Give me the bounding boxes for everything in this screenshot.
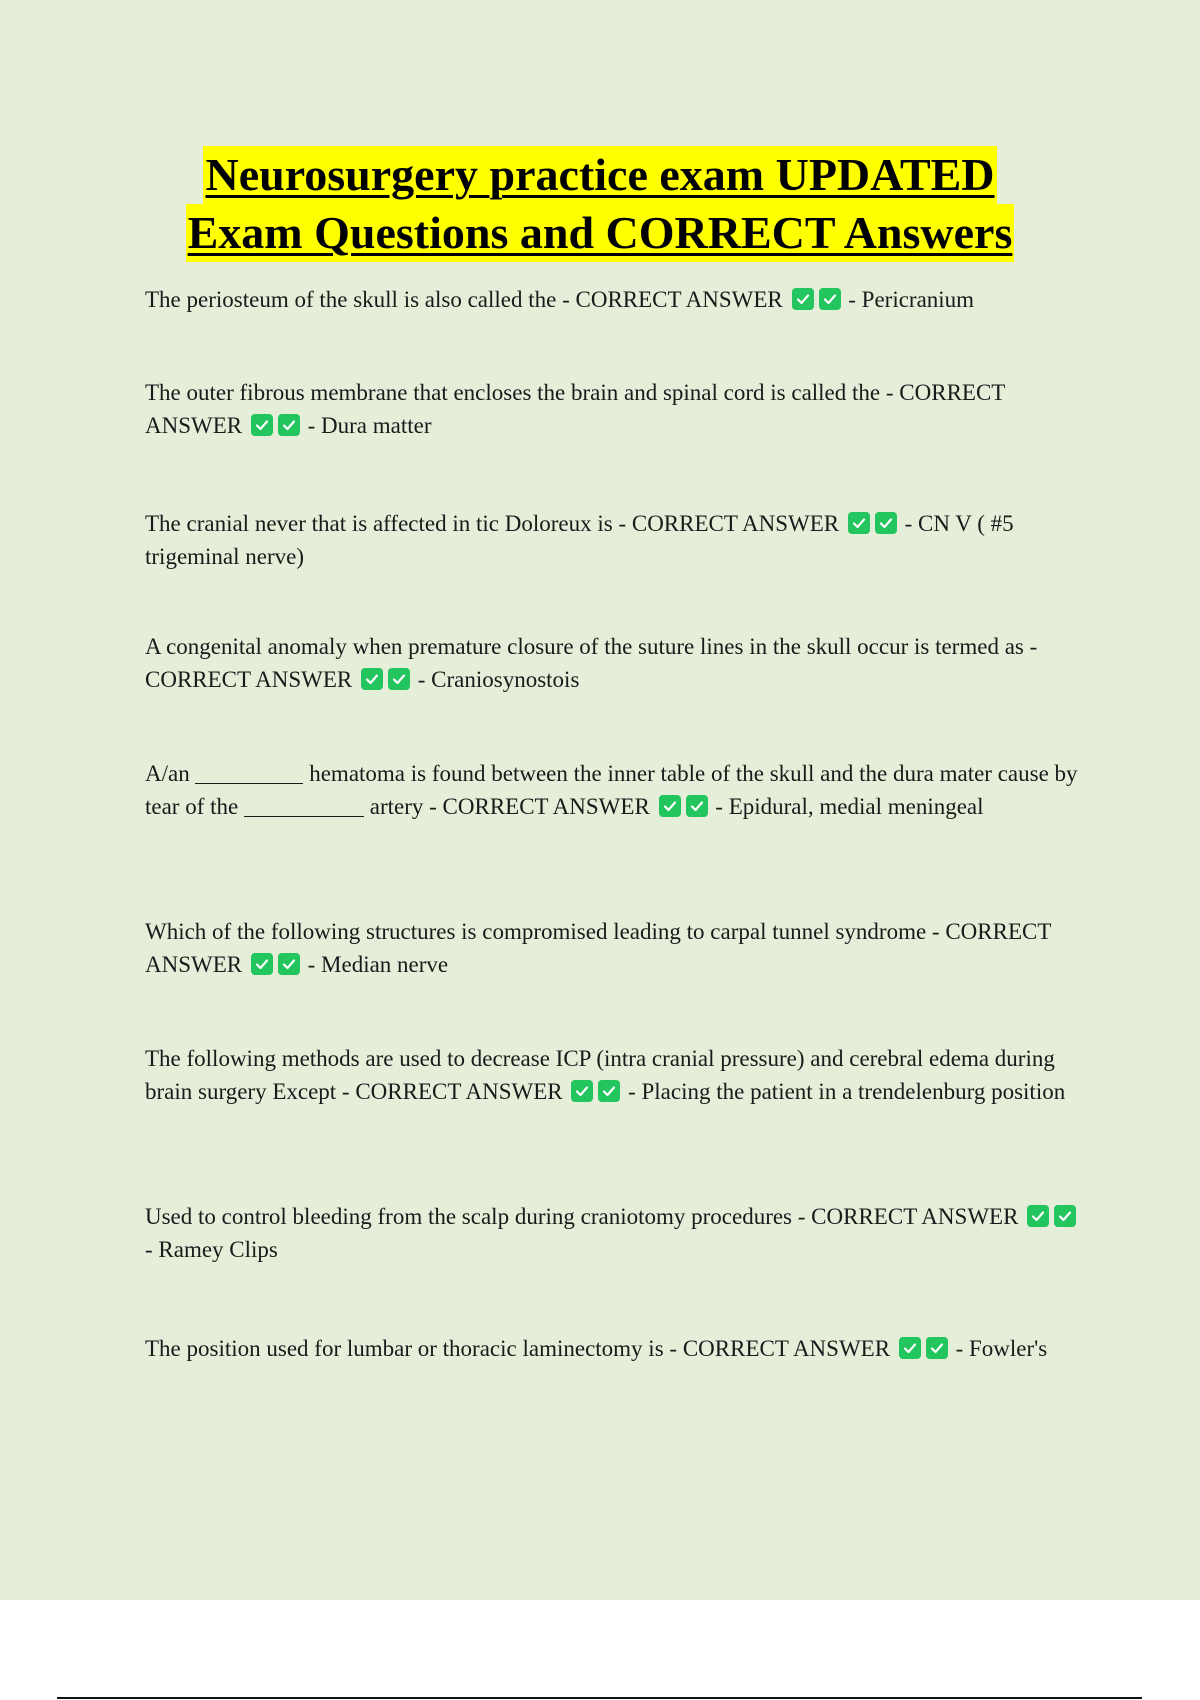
question-text: The outer fibrous membrane that encloses the brain and spinal cord is called the - bbox=[145, 380, 900, 405]
page-divider bbox=[57, 1697, 1142, 1699]
check-mark-icon bbox=[251, 414, 273, 436]
answer-marker: CORRECT ANSWER bbox=[145, 380, 1005, 438]
question-text: Which of the following structures is compromised leading to carpal tunnel syndrome - bbox=[145, 919, 946, 944]
check-mark-icon bbox=[598, 1080, 620, 1102]
check-mark-icon bbox=[926, 1337, 948, 1359]
answer-text: - Ramey Clips bbox=[145, 1237, 278, 1262]
answer-text: - Dura matter bbox=[307, 413, 432, 438]
answer-marker: CORRECT ANSWER bbox=[811, 1204, 1019, 1229]
answer-marker: CORRECT ANSWER bbox=[355, 1079, 563, 1104]
qa-item bbox=[145, 1332, 1090, 1365]
qa-item bbox=[145, 1200, 1090, 1266]
check-mark-icon bbox=[848, 512, 870, 534]
answer-marker: CORRECT ANSWER bbox=[682, 1336, 891, 1361]
qa-item bbox=[145, 915, 1090, 981]
answer-marker: CORRECT ANSWER bbox=[145, 919, 1051, 977]
check-mark-icon bbox=[278, 414, 300, 436]
check-mark-icon bbox=[875, 512, 897, 534]
answer-text: - Epidural, medial meningeal bbox=[715, 794, 984, 819]
answer-marker: CORRECT ANSWER bbox=[575, 287, 783, 312]
qa-item bbox=[145, 376, 1090, 442]
qa-item bbox=[145, 1042, 1090, 1108]
question-text: A/an bbox=[145, 761, 196, 786]
answer-marker: CORRECT ANSWER bbox=[442, 794, 650, 819]
answer-text: - Median nerve bbox=[307, 952, 449, 977]
title-line-1: Neurosurgery practice exam UPDATED bbox=[203, 146, 996, 204]
qa-item bbox=[145, 630, 1090, 696]
answer-text: - Fowler's bbox=[955, 1336, 1048, 1361]
answer-marker: CORRECT ANSWER bbox=[631, 511, 840, 536]
document-title bbox=[0, 146, 1200, 262]
check-mark-icon bbox=[792, 288, 814, 310]
check-mark-icon bbox=[251, 953, 273, 975]
question-text: Used to control bleeding from the scalp during craniotomy procedures - bbox=[145, 1204, 812, 1229]
check-mark-icon bbox=[1027, 1205, 1049, 1227]
question-text: artery - bbox=[363, 794, 443, 819]
check-mark-icon bbox=[278, 953, 300, 975]
qa-item bbox=[145, 507, 1090, 573]
qa-item bbox=[145, 757, 1090, 823]
question-text: hematoma is found between the inner table of the skull and the dura mater cause by tear of the bbox=[145, 761, 1078, 819]
check-mark-icon bbox=[388, 668, 410, 690]
answer-text: - Craniosynostois bbox=[417, 667, 580, 692]
check-mark-icon bbox=[571, 1080, 593, 1102]
check-mark-icon bbox=[819, 288, 841, 310]
check-mark-icon bbox=[361, 668, 383, 690]
fill-in-blank bbox=[195, 761, 303, 784]
check-mark-icon bbox=[1054, 1205, 1076, 1227]
answer-text: - CN V ( #5 trigeminal nerve) bbox=[145, 511, 1014, 569]
check-mark-icon bbox=[659, 795, 681, 817]
answer-text: - Pericranium bbox=[848, 287, 975, 312]
answer-text: - Placing the patient in a trendelenburg position bbox=[628, 1079, 1066, 1104]
title-line-2: Exam Questions and CORRECT Answers bbox=[186, 204, 1015, 262]
fill-in-blank bbox=[244, 794, 364, 817]
check-mark-icon bbox=[899, 1337, 921, 1359]
question-text: The periosteum of the skull is also called the - bbox=[145, 287, 576, 312]
question-text: The position used for lumbar or thoracic laminectomy is - bbox=[145, 1336, 683, 1361]
question-text: A congenital anomaly when premature closure of the suture lines in the skull occur is termed as - bbox=[145, 634, 1038, 659]
question-text: The following methods are used to decrease ICP (intra cranial pressure) and cerebral edema during brain surgery Except - bbox=[145, 1046, 1055, 1104]
qa-item bbox=[145, 283, 1090, 316]
question-text: The cranial never that is affected in tic Doloreux is - bbox=[145, 511, 632, 536]
check-mark-icon bbox=[686, 795, 708, 817]
answer-marker: CORRECT ANSWER bbox=[145, 667, 353, 692]
